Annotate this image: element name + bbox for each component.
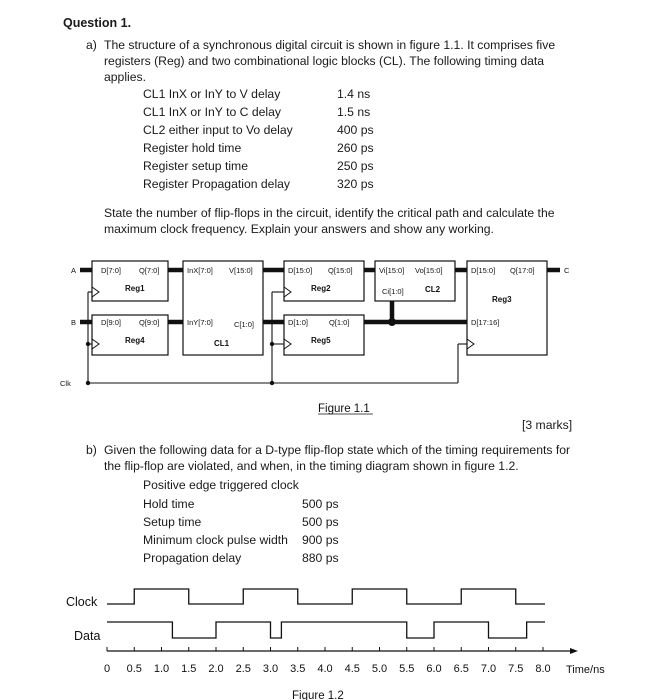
timing-label: Register Propagation delay (143, 177, 291, 191)
axis-tick-label: 5.5 (399, 663, 415, 675)
axis-tick-label: 2.5 (235, 663, 251, 675)
reg4-d-label: D[9:0] (101, 318, 122, 327)
cl2-vi-label: Vi[15:0] (379, 266, 405, 275)
timing-value: 260 ps (337, 141, 374, 155)
spec-value: 500 ps (302, 515, 339, 529)
reg4-name: Reg4 (125, 336, 145, 345)
timing-value: 1.5 ns (337, 105, 371, 119)
axis-tick-label: 0.5 (126, 663, 142, 675)
axis-tick-label: 8.0 (535, 663, 551, 675)
reg3-d-label: D[15:0] (471, 266, 496, 275)
axis-arrow (570, 648, 578, 654)
data-waveform (107, 622, 545, 638)
timing-label: CL1 InX or InY to V delay (143, 87, 281, 101)
reg1-d-label: D[7:0] (101, 266, 122, 275)
reg5-d-label: D[1:0] (288, 318, 309, 327)
data-row-label: Data (74, 629, 101, 643)
cl2-ci-label: Ci[1:0] (382, 287, 404, 296)
cl1-inx-label: InX[7:0] (187, 266, 213, 275)
part-a-text: The structure of a synchronous digital circuit is shown in figure 1.1. It comprises five registers (Reg) and two combinational logic blocks (CL). The following timing data applies. (104, 38, 556, 84)
part-a-instruction: State the number of flip-flops in the circuit, identify the critical path and calculate the maximum clock frequency. Explain your answers and show any working. (104, 206, 555, 236)
spec-value: 880 ps (302, 551, 339, 565)
timing-value: 1.4 ns (337, 87, 371, 101)
question-title: Question 1. (63, 16, 132, 30)
spec-label: Hold time (143, 497, 195, 511)
figure-1-2-caption: Figure 1.2 (292, 690, 344, 700)
axis-tick-label: 6.0 (426, 663, 442, 675)
cl1-iny-label: InY[7:0] (187, 318, 213, 327)
timing-label: CL2 either input to Vo delay (143, 123, 293, 137)
cl1-v-label: V[15:0] (229, 266, 253, 275)
timing-value: 320 ps (337, 177, 374, 191)
part-a-label: a) (86, 38, 97, 52)
reg2-name: Reg2 (311, 284, 331, 293)
reg5-q-label: Q[1:0] (329, 318, 350, 327)
signal-c-label: C (564, 266, 570, 275)
reg5-name: Reg5 (311, 336, 331, 345)
axis-tick-label: 4.0 (317, 663, 333, 675)
axis-tick-label: 1.0 (153, 663, 170, 675)
spec-label: Minimum clock pulse width (143, 533, 288, 547)
reg1-q-label: Q[7:0] (139, 266, 160, 275)
figure-1-1-caption: Figure 1.1 (318, 403, 370, 415)
cl1-name: CL1 (214, 339, 230, 348)
signal-a-label: A (71, 266, 77, 275)
edge-label: Positive edge triggered clock (143, 478, 299, 492)
signal-b-label: B (71, 318, 77, 327)
spec-value: 500 ps (302, 497, 339, 511)
cl2-vo-label: Vo[15:0] (415, 266, 443, 275)
reg4-q-label: Q[9:0] (139, 318, 160, 327)
spec-label: Propagation delay (143, 551, 242, 565)
axis-tick-label: 7.0 (480, 663, 497, 675)
clk-label: Clk (60, 379, 71, 388)
cl1-c-label: C[1:0] (234, 320, 255, 329)
reg3-name: Reg3 (492, 295, 512, 304)
axis-tick-label: 4.5 (344, 663, 360, 675)
reg3-d2-label: D[17:16] (471, 318, 500, 327)
reg3-q-label: Q[17:0] (510, 266, 535, 275)
timing-label: Register setup time (143, 159, 248, 173)
axis-tick-label: 7.5 (508, 663, 524, 675)
axis-unit-label: Time/ns (566, 664, 605, 676)
part-b-label: b) (86, 443, 97, 457)
axis-tick-label: 6.5 (453, 663, 469, 675)
spec-value: 900 ps (302, 533, 339, 547)
part-b-text: Given the following data for a D-type flip-flop state which of the timing requirements for the flip-flop are violated, and when, in the timing diagram shown in figure 1.2. (104, 443, 571, 473)
axis-tick-label: 0 (103, 663, 111, 675)
axis-tick-label: 2.0 (208, 663, 224, 675)
clock-row-label: Clock (66, 595, 98, 609)
axis-tick-label: 3.5 (290, 663, 306, 675)
timing-value: 250 ps (337, 159, 374, 173)
cl2-name: CL2 (425, 285, 441, 294)
marks-label: [3 marks] (522, 418, 573, 432)
timing-value: 400 ps (337, 123, 374, 137)
spec-label: Setup time (143, 515, 202, 529)
axis-tick-label: 1.5 (181, 663, 197, 675)
axis-tick-label: 5.0 (371, 663, 388, 675)
reg2-d-label: D[15:0] (288, 266, 313, 275)
clock-waveform (107, 589, 545, 604)
timing-label: CL1 InX or InY to C delay (143, 105, 281, 119)
timing-label: Register hold time (143, 141, 242, 155)
reg1-name: Reg1 (125, 284, 145, 293)
axis-tick-label: 3.0 (262, 663, 279, 675)
reg2-q-label: Q[15:0] (328, 266, 353, 275)
